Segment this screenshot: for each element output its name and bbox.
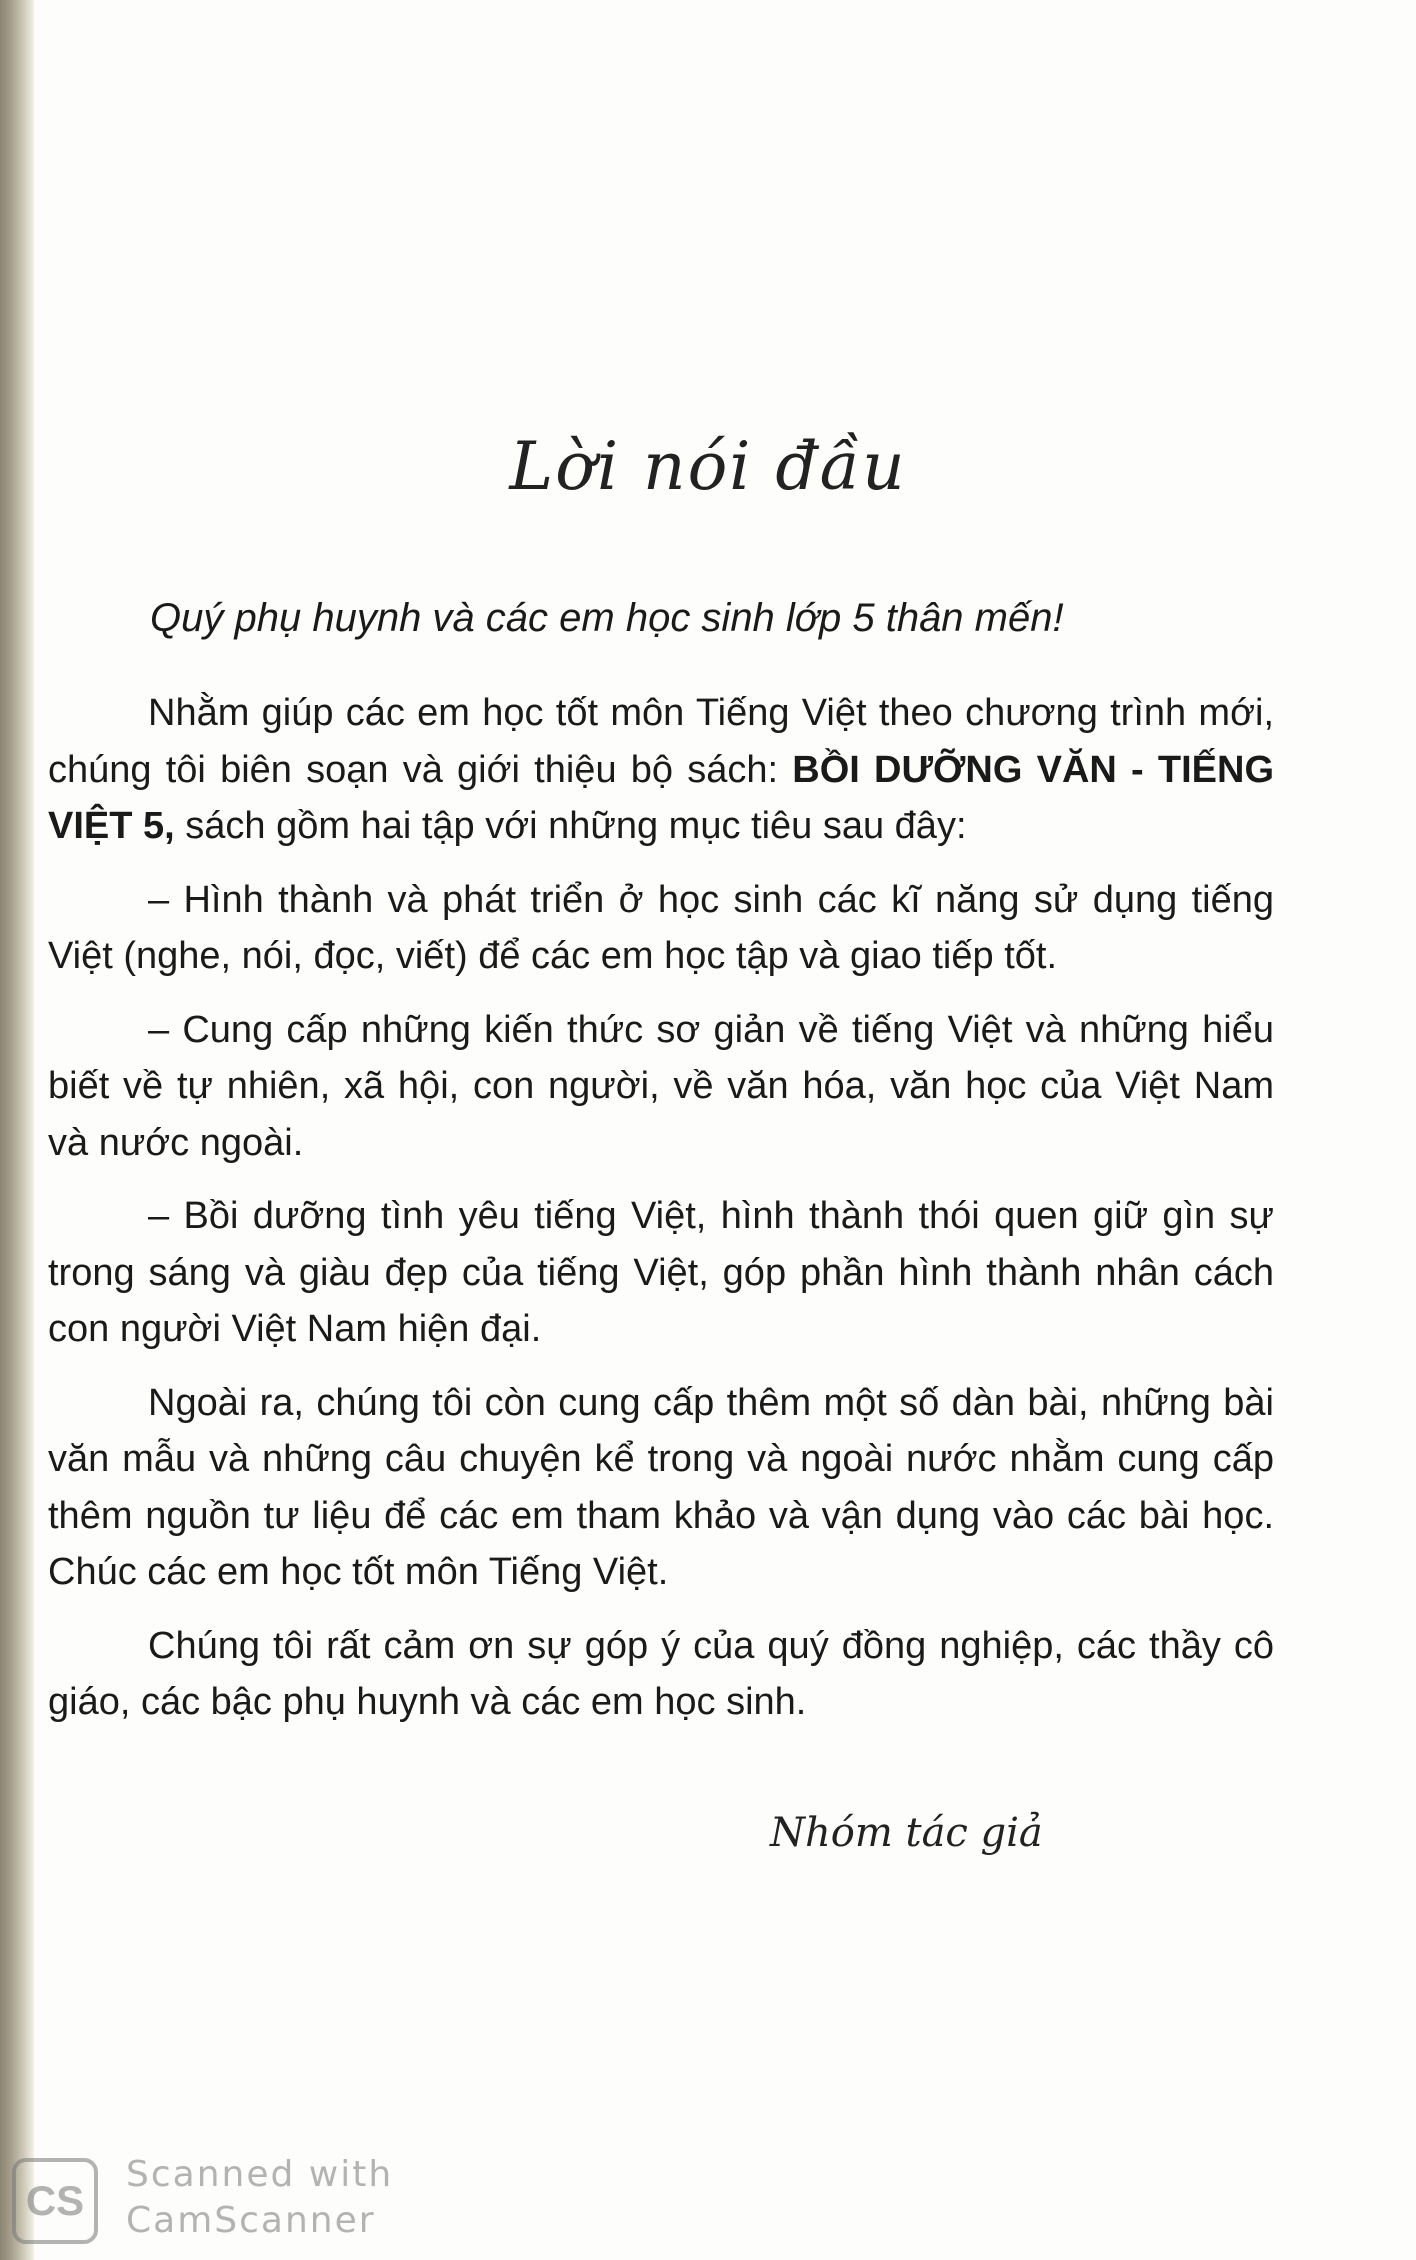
book-title: BỒI DƯỠNG VĂN - TIẾNG VIỆT 5, [48, 748, 1274, 847]
goal-paragraph: – Cung cấp những kiến thức sơ giản về tiếng Việt và những hiểu biết về tự nhiên, xã hội, con người, về văn hóa, văn học của Việt Nam và nước ngoài. [48, 1008, 1274, 1164]
camscanner-watermark [12, 2152, 412, 2248]
intro-text-before: Nhằm giúp các em học tốt môn Tiếng Việt theo chương trình mới, chúng tôi biên soạn và giới thiệu bộ sách: [48, 692, 1274, 791]
body-text [48, 685, 1274, 1748]
goal-paragraph: – Hình thành và phát triển ở học sinh các kĩ năng sử dụng tiếng Việt (nghe, nói, đọc, viết) để các em học tập và giao tiếp tốt. [48, 878, 1274, 977]
greeting-line: Quý phụ huynh và các em học sinh lớp 5 thân mến! [150, 596, 1064, 640]
intro-text-after: sách gồm hai tập với những mục tiêu sau đây: [174, 805, 967, 847]
watermark-line-2: CamScanner [126, 2200, 376, 2241]
watermark-text [126, 2152, 393, 2244]
watermark-line-1: Scanned with [126, 2154, 394, 2195]
intro-paragraph [48, 685, 1274, 855]
author-signature: Nhóm tác giả [770, 1810, 1043, 1856]
extra-paragraph: Ngoài ra, chúng tôi còn cung cấp thêm một số dàn bài, những bài văn mẫu và những câu chuyện kể trong và ngoài nước nhằm cung cấp thêm nguồn tư liệu để các em tham khảo và vận dụng vào các bài học. Chúc các em học tốt môn Tiếng Việt. [48, 1381, 1274, 1593]
thanks-paragraph: Chúng tôi rất cảm ơn sự góp ý của quý đồng nghiệp, các thầy cô giáo, các bậc phụ huynh và các em học sinh. [48, 1624, 1274, 1723]
goal-paragraph: – Bồi dưỡng tình yêu tiếng Việt, hình thành thói quen giữ gìn sự trong sáng và giàu đẹp của tiếng Việt, góp phần hình thành nhân cách con người Việt Nam hiện đại. [48, 1195, 1274, 1350]
camscanner-logo-icon: CS [12, 2158, 98, 2244]
page-title: Lời nói đầu [509, 428, 907, 505]
